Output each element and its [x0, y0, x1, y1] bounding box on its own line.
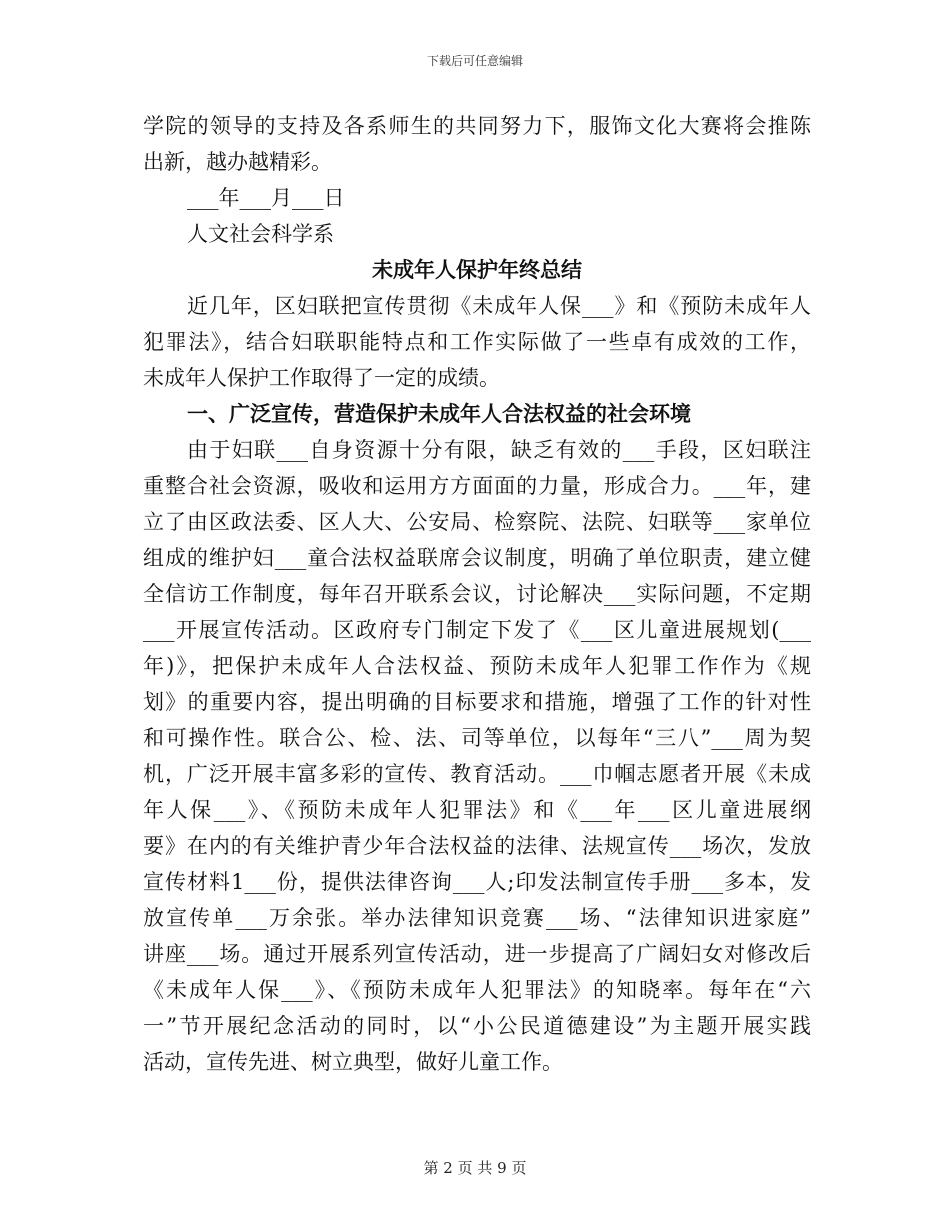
document-body — [143, 108, 811, 1080]
intro-line: 犯罪法》，结合妇联职能特点和工作实际做了一些卓有成效的工作， — [143, 330, 811, 354]
body-line: 一”节开展纪念活动的同时，以“小公民道德建设”为主题开展实践 — [143, 1014, 811, 1038]
body-line: 《未成年人保___》、《预防未成年人犯罪法》的知晓率。每年在“六 — [143, 978, 811, 1002]
download-note: 下载后可任意编辑 — [426, 54, 523, 68]
body-line: 讲座___场。通过开展系列宣传活动，进一步提高了广阔妇女对修改后 — [143, 942, 811, 966]
body-line: 重整合社会资源，吸收和运用方方面面的力量，形成合力。___年，建 — [143, 474, 811, 498]
body-line: 组成的维护妇___童合法权益联席会议制度，明确了单位职责，建立健 — [143, 546, 811, 570]
body-line: 活动，宣传先进、树立典型，做好儿童工作。 — [143, 1050, 563, 1074]
page-number: 第 2 页 共 9 页 — [423, 1159, 527, 1177]
body-line: 机，广泛开展丰富多彩的宣传、教育活动。___巾帼志愿者开展《未成 — [143, 762, 811, 786]
section-heading: 一、广泛宣传，营造保护未成年人合法权益的社会环境 — [187, 401, 691, 426]
paragraph-line: 出新，越办越精彩。 — [143, 150, 332, 174]
intro-line: 近几年，区妇联把宣传贯彻《未成年人保___》和《预防未成年人 — [187, 294, 811, 318]
body-line: 放宣传单___万余张。举办法律知识竞赛___场、“法律知识进家庭” — [143, 906, 811, 930]
intro-line: 未成年人保护工作取得了一定的成绩。 — [143, 366, 500, 390]
paragraph-line: 学院的领导的支持及各系师生的共同努力下，服饰文化大赛将会推陈 — [143, 114, 811, 138]
body-line: 和可操作性。联合公、检、法、司等单位，以每年“三八”___周为契 — [143, 726, 811, 750]
body-line: 立了由区政法委、区人大、公安局、检察院、法院、妇联等___家单位 — [143, 510, 811, 534]
body-line: 划》的重要内容，提出明确的目标要求和措施，增强了工作的针对性 — [143, 690, 811, 714]
date-line: ___年___月___日 — [187, 186, 345, 210]
article-title: 未成年人保护年终总结 — [372, 257, 582, 282]
body-line: 由于妇联___自身资源十分有限，缺乏有效的___手段，区妇联注 — [187, 438, 811, 462]
body-line: ___开展宣传活动。区政府专门制定下发了《___区儿童进展规划(___ — [143, 618, 811, 642]
body-line: 要》在内的有关维护青少年合法权益的法律、法规宣传___场次，发放 — [143, 834, 811, 858]
body-line: 全信访工作制度，每年召开联系会议，讨论解决___实际问题，不定期 — [143, 582, 811, 606]
signature: 人文社会科学系 — [187, 222, 334, 246]
body-line: 年)》，把保护未成年人合法权益、预防未成年人犯罪工作作为《规 — [143, 654, 811, 678]
body-line: 宣传材料1___份，提供法律咨询___人;印发法制宣传手册___多本，发 — [143, 870, 811, 894]
body-line: 年人保___》、《预防未成年人犯罪法》和《___年___区儿童进展纲 — [143, 798, 811, 822]
